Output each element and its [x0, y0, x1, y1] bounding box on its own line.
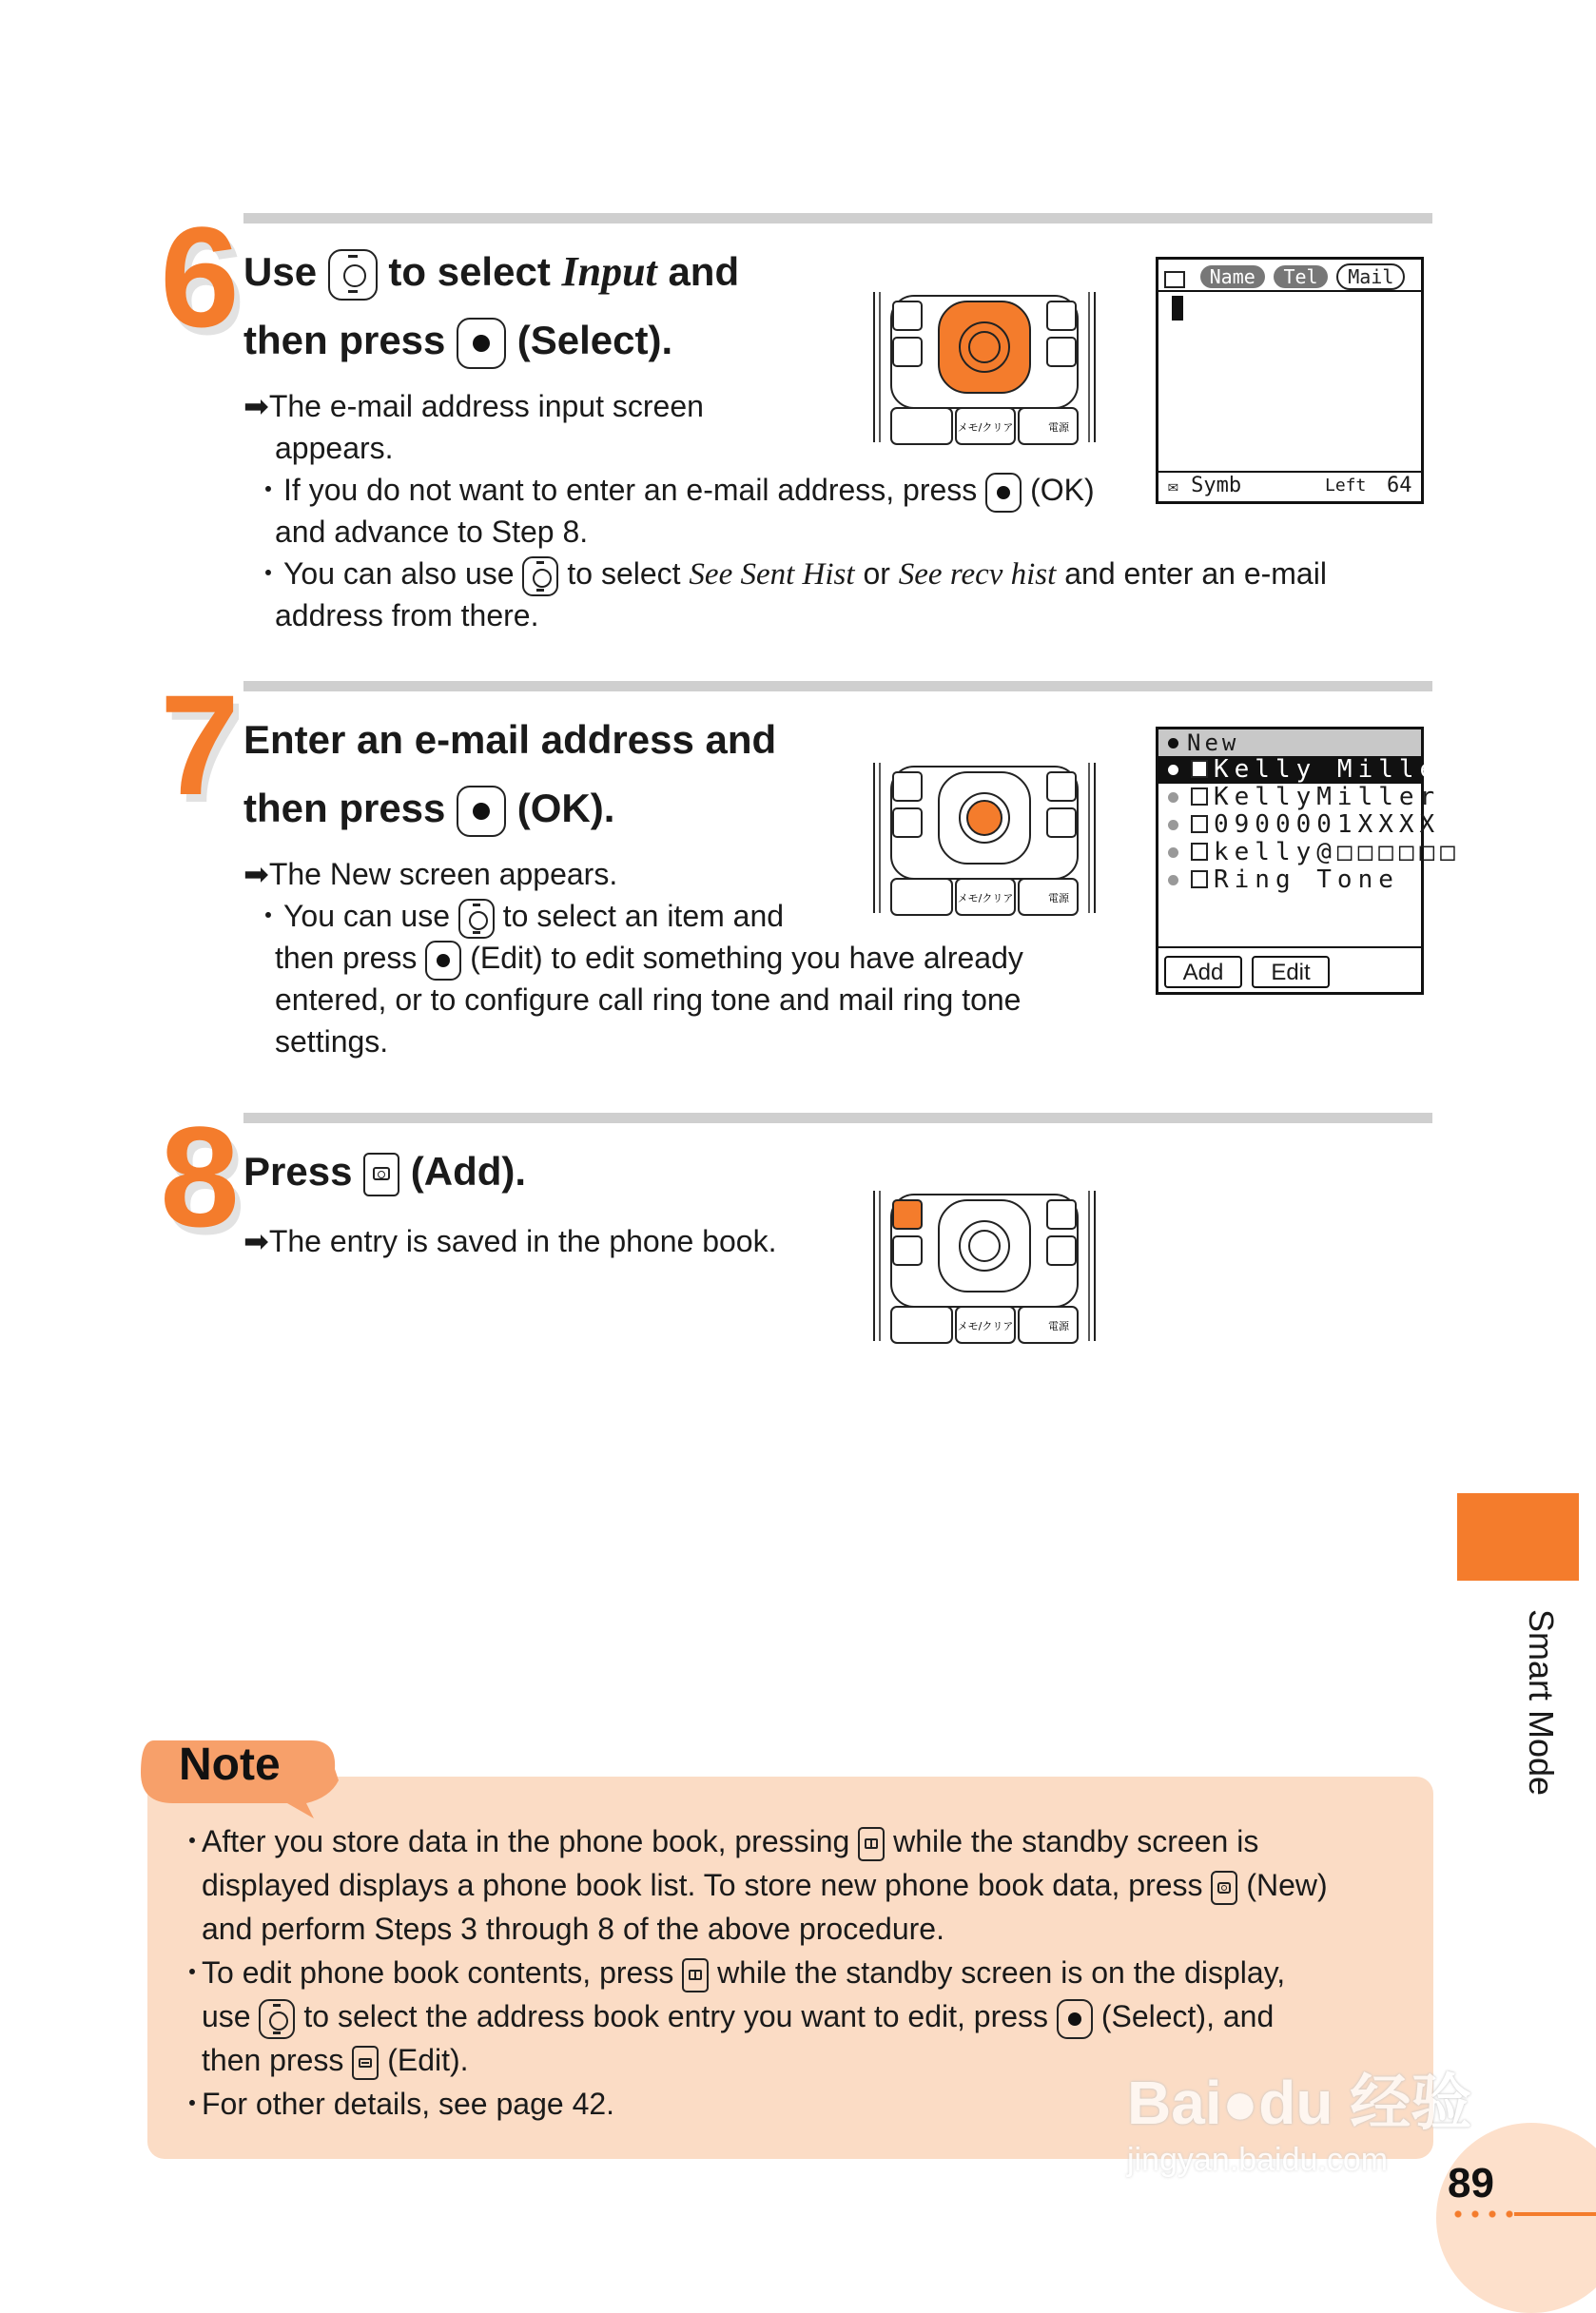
note-line-2: displayed displays a phone book list. To store new phone book data, press (New) — [202, 1863, 1328, 1907]
svg-text:電源: 電源 — [1048, 421, 1069, 434]
step7-bullet1-line2: then press (Edit) to edit something you have already — [275, 937, 1023, 981]
list-item[interactable]: Ring Tone — [1158, 866, 1421, 894]
note-line-3: and perform Steps 3 through 8 of the above procedure. — [202, 1912, 944, 1946]
keypad-illustration-camera-press — [870, 1189, 1099, 1346]
step7-result: ➡The New screen appears. — [243, 857, 618, 891]
step8-divider — [243, 1113, 1432, 1123]
note-line-1: After you store data in the phone book, pressing while the standby screen is — [202, 1819, 1258, 1863]
tab-name: Name — [1200, 265, 1265, 288]
step7-divider — [243, 681, 1432, 691]
navigation-key-icon — [458, 899, 495, 939]
text-cursor — [1172, 296, 1183, 321]
mail-icon — [1164, 271, 1185, 288]
reading-icon — [1191, 787, 1208, 806]
step6-bullet1-cont: and advance to Step 8. — [275, 515, 589, 549]
select-key-icon — [985, 473, 1022, 513]
mail-icon — [1191, 843, 1208, 861]
list-item[interactable]: KellyMiller — [1158, 784, 1421, 811]
page-number-bubble — [1436, 2123, 1596, 2313]
svg-text:メモ/クリア: メモ/クリア — [957, 421, 1014, 434]
navigation-key-icon — [522, 556, 558, 596]
step7-number: 7 — [160, 665, 240, 825]
page-number-dots — [1450, 2210, 1516, 2218]
list-item[interactable]: kelly@□□□□□□ — [1158, 839, 1421, 866]
select-key-icon — [457, 786, 506, 837]
list-item[interactable]: Kelly Miller — [1158, 756, 1421, 784]
step6-bullet2-cont: address from there. — [275, 598, 539, 632]
select-key-icon — [457, 318, 506, 369]
step6-divider — [243, 213, 1432, 224]
footer-left-label: Left — [1325, 476, 1367, 496]
step6-result: ➡The e-mail address input screen — [243, 389, 704, 423]
step6-result-cont: appears. — [275, 431, 394, 465]
ringtone-icon — [1191, 870, 1208, 888]
note-line-6: then press (Edit). — [202, 2038, 469, 2082]
navigation-key-icon — [328, 249, 378, 301]
step7-bullet1: ・You can use to select an item and — [253, 895, 784, 939]
note-label: Note — [179, 1740, 281, 1790]
screen-header: New — [1158, 729, 1421, 756]
side-tab-label: Smart Mode — [1522, 1608, 1561, 1797]
select-key-icon — [1057, 1999, 1093, 2039]
watermark-url: jingyan.baidu.com — [1127, 2142, 1389, 2178]
step7-bullet1-line4: settings. — [275, 1024, 389, 1059]
svg-text:電源: 電源 — [1048, 1320, 1069, 1332]
edit-softkey[interactable]: Edit — [1252, 956, 1330, 988]
page-number: 89 — [1448, 2160, 1494, 2206]
step6-heading-line2: then press (Select). — [243, 306, 672, 375]
tab-mail: Mail — [1336, 263, 1405, 290]
list-item[interactable]: 0900001XXXX — [1158, 811, 1421, 839]
keypad-illustration-center-highlight — [870, 290, 1099, 447]
select-key-icon — [425, 941, 461, 981]
step7-bullet1-line3: entered, or to configure call ring tone and mail ring tone — [275, 982, 1022, 1017]
footer-left-count: 64 — [1387, 474, 1412, 497]
camera-key-icon — [1211, 1871, 1237, 1905]
footer-symb: Symb — [1191, 474, 1242, 497]
step7-heading-line2: then press (OK). — [243, 774, 614, 843]
page-number-line — [1514, 2212, 1596, 2216]
symbol-icon: ✉ — [1168, 476, 1178, 496]
keypad-illustration-center-press — [870, 761, 1099, 918]
watermark-brand: Bai●du 经验 — [1127, 2069, 1472, 2137]
new-entry-screen — [1156, 727, 1461, 995]
name-icon — [1191, 760, 1208, 778]
step6-number: 6 — [160, 197, 240, 357]
tab-tel: Tel — [1274, 265, 1327, 288]
step6-heading-line1: Use to select Input and — [243, 238, 739, 306]
phonebook-key-icon — [858, 1827, 885, 1861]
phonebook-key-icon — [682, 1958, 709, 1992]
email-input-screen — [1156, 257, 1424, 504]
edit-key-icon — [352, 2046, 379, 2080]
svg-text:メモ/クリア: メモ/クリア — [957, 1320, 1014, 1332]
step8-heading: Press (Add). — [243, 1137, 526, 1206]
side-tab — [1457, 1493, 1579, 1581]
step8-result: ➡The entry is saved in the phone book. — [243, 1224, 777, 1258]
navigation-key-icon — [259, 1999, 295, 2039]
step6-bullet2: ・You can also use to select See Sent Hist or See recv hist and enter an e-mail — [253, 553, 1327, 596]
note-line-5: use to select the address book entry you want to edit, press (Select), and — [202, 1994, 1274, 2039]
svg-text:電源: 電源 — [1048, 892, 1069, 904]
note-line-4: To edit phone book contents, press while the standby screen is on the display, — [202, 1951, 1285, 1994]
note-line-7: For other details, see page 42. — [202, 2087, 615, 2121]
step6-bullet1: ・If you do not want to enter an e-mail address, press (OK) — [253, 469, 1095, 513]
step8-number: 8 — [160, 1097, 240, 1256]
camera-key-icon — [363, 1153, 399, 1196]
step7-heading-line1: Enter an e-mail address and — [243, 717, 777, 762]
add-softkey[interactable]: Add — [1164, 956, 1242, 988]
svg-text:メモ/クリア: メモ/クリア — [957, 892, 1014, 904]
phone-icon — [1191, 815, 1208, 833]
